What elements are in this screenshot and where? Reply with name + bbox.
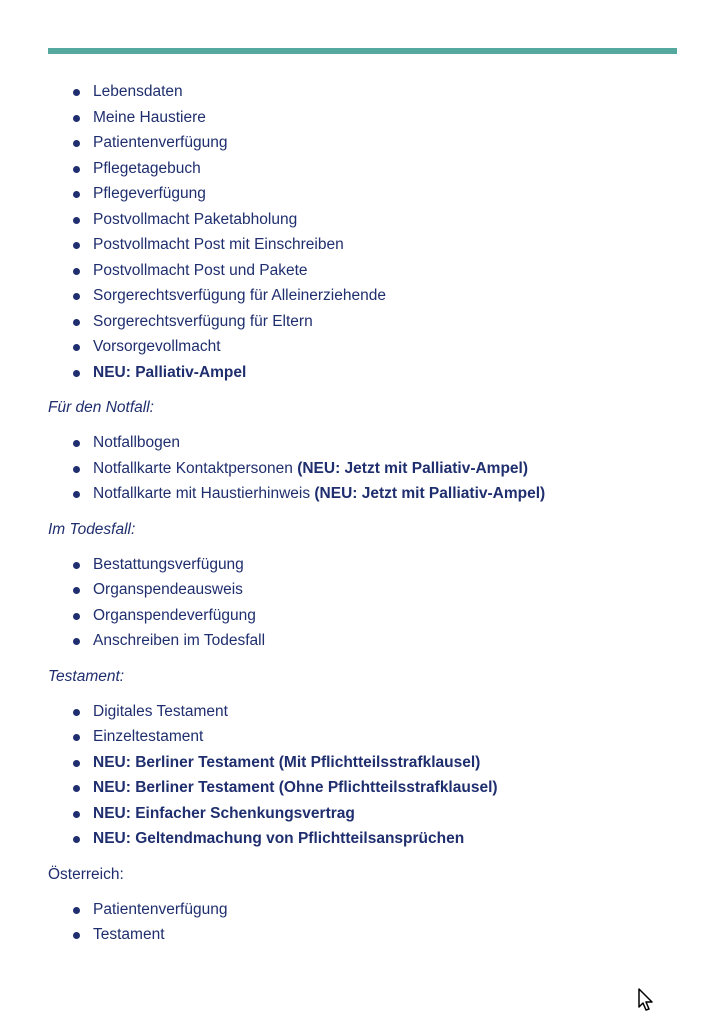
list-item: Sorgerechtsverfügung für Alleinerziehende bbox=[48, 283, 677, 309]
bullet-icon bbox=[73, 115, 80, 122]
oesterreich-list bbox=[48, 897, 677, 948]
section-heading-oesterreich: Österreich: bbox=[48, 865, 124, 883]
list-item: Postvollmacht Paketabholung bbox=[48, 207, 677, 233]
bullet-icon bbox=[73, 638, 80, 645]
list-item: Sorgerechtsverfügung für Eltern bbox=[48, 309, 677, 335]
document-body bbox=[48, 79, 677, 948]
bullet-icon bbox=[73, 907, 80, 914]
list-item: Pflegeverfügung bbox=[48, 181, 677, 207]
bullet-icon bbox=[73, 785, 80, 792]
bullet-icon bbox=[73, 140, 80, 147]
bullet-icon bbox=[73, 166, 80, 173]
list-item: Patientenverfügung bbox=[48, 130, 677, 156]
list-item: Digitales Testament bbox=[48, 699, 677, 725]
list-item: Einzeltestament bbox=[48, 724, 677, 750]
bullet-icon bbox=[73, 191, 80, 198]
bullet-icon bbox=[73, 293, 80, 300]
bullet-icon bbox=[73, 562, 80, 569]
section-heading-testament: Testament: bbox=[48, 667, 125, 685]
bullet-icon bbox=[73, 89, 80, 96]
bullet-icon bbox=[73, 734, 80, 741]
list-item: Notfallkarte mit Haustierhinweis (NEU: Jetzt mit Palliativ-Ampel) bbox=[48, 481, 677, 507]
todesfall-list bbox=[48, 552, 677, 654]
bullet-icon bbox=[73, 709, 80, 716]
bullet-icon bbox=[73, 613, 80, 620]
list-item: Postvollmacht Post und Pakete bbox=[48, 258, 677, 284]
list-item: Testament bbox=[48, 922, 677, 948]
testament-list bbox=[48, 699, 677, 852]
bullet-icon bbox=[73, 491, 80, 498]
bullet-icon bbox=[73, 370, 80, 377]
list-item: Vorsorgevollmacht bbox=[48, 334, 677, 360]
list-item: Organspendeausweis bbox=[48, 577, 677, 603]
bullet-icon bbox=[73, 440, 80, 447]
bullet-icon bbox=[73, 217, 80, 224]
bullet-icon bbox=[73, 242, 80, 249]
list-item-new: NEU: Berliner Testament (Ohne Pflichtteilsstrafklausel) bbox=[48, 775, 677, 801]
list-item: Lebensdaten bbox=[48, 79, 677, 105]
bullet-icon bbox=[73, 836, 80, 843]
list-item: Pflegetagebuch bbox=[48, 156, 677, 182]
list-item: Bestattungsverfügung bbox=[48, 552, 677, 578]
bullet-icon bbox=[73, 268, 80, 275]
bullet-icon bbox=[73, 587, 80, 594]
list-item: Anschreiben im Todesfall bbox=[48, 628, 677, 654]
list-item: Meine Haustiere bbox=[48, 105, 677, 131]
bullet-icon bbox=[73, 319, 80, 326]
list-item: Patientenverfügung bbox=[48, 897, 677, 923]
section-heading-todesfall: Im Todesfall: bbox=[48, 520, 136, 538]
new-badge-text: (NEU: Jetzt mit Palliativ-Ampel) bbox=[314, 485, 546, 502]
list-item-new: NEU: Palliativ-Ampel bbox=[48, 360, 677, 386]
list-item-new: NEU: Berliner Testament (Mit Pflichtteilsstrafklausel) bbox=[48, 750, 677, 776]
bullet-icon bbox=[73, 760, 80, 767]
notfall-list bbox=[48, 430, 677, 507]
bullet-icon bbox=[73, 811, 80, 818]
section-heading-notfall: Für den Notfall: bbox=[48, 399, 154, 416]
top-divider bbox=[48, 48, 677, 54]
list-item-new: NEU: Einfacher Schenkungsvertrag bbox=[48, 801, 677, 827]
bullet-icon bbox=[73, 466, 80, 473]
new-badge-text: (NEU: Jetzt mit Palliativ-Ampel) bbox=[297, 459, 529, 477]
list-item-new: NEU: Geltendmachung von Pflichtteilsansprüchen bbox=[48, 826, 677, 852]
main-list bbox=[48, 79, 677, 385]
list-item: Notfallbogen bbox=[48, 430, 677, 456]
list-item: Notfallkarte Kontaktpersonen (NEU: Jetzt mit Palliativ-Ampel) bbox=[48, 456, 677, 482]
list-item: Postvollmacht Post mit Einschreiben bbox=[48, 232, 677, 258]
mouse-pointer-icon bbox=[638, 988, 656, 1014]
bullet-icon bbox=[73, 932, 80, 939]
bullet-icon bbox=[73, 344, 80, 351]
list-item: Organspendeverfügung bbox=[48, 603, 677, 629]
